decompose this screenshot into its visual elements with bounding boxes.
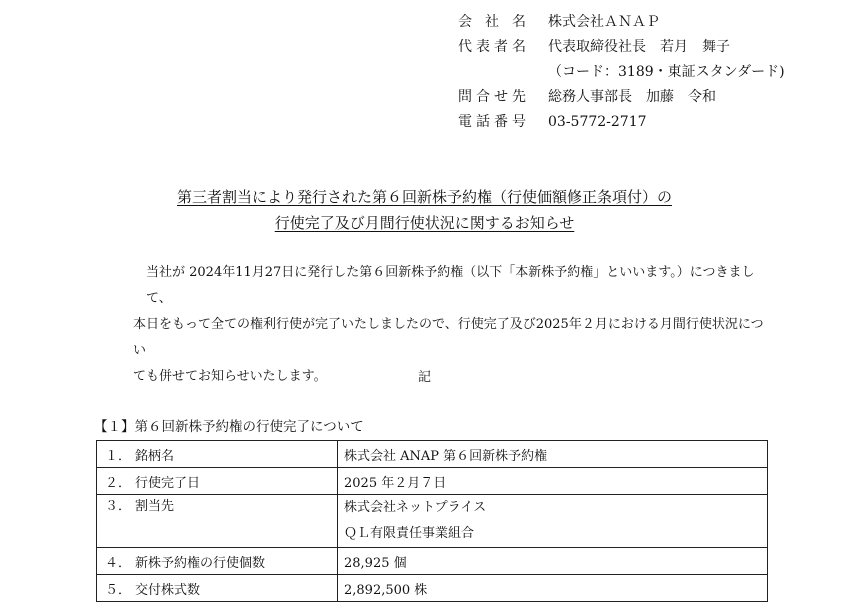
row-label: 行使完了日: [135, 475, 201, 491]
label-char: 代: [458, 39, 472, 55]
row-value: 株式会社ネットプライス: [344, 500, 487, 515]
label-char: 先: [512, 89, 526, 105]
company-name: 株式会社ＡＮＡＰ: [548, 14, 660, 30]
row-value: ＱＬ有限責任事業組合: [344, 526, 475, 541]
row-value: 2025 年２月７日: [338, 468, 768, 495]
row-value-stack: [338, 495, 768, 548]
body-line-1: 当社が 2024年11月27日に発行した第６回新株予約権（以下「本新株予約権」といいます。）につきまして、: [146, 265, 755, 306]
representative-name: 代表取締役社長 若月 舞子: [548, 39, 730, 55]
table-row: [97, 495, 768, 548]
label-char: 名: [512, 14, 526, 30]
section-heading: 【１】第６回新株予約権の行使完了について: [94, 419, 364, 435]
row-label: 交付株式数: [135, 582, 201, 598]
row-number: ２．: [105, 475, 132, 491]
label-char: 名: [512, 39, 526, 55]
row-label-cell: [97, 441, 338, 468]
label-char: 会: [458, 14, 472, 30]
label-char: 号: [512, 114, 526, 130]
row-number: １．: [105, 448, 132, 464]
body-line-2: 本日をもって全ての権利行使が完了いたしましたので、行使完了及び2025年２月における月間行使状況につい: [133, 317, 764, 358]
detail-table: [96, 440, 768, 602]
row-label: 新株予約権の行使個数: [135, 555, 266, 571]
title-line-1: 第三者割当により発行された第６回新株予約権（行使価額修正条項付）の: [176, 188, 672, 206]
phone-number: 03-5772-2717: [548, 114, 647, 130]
row-label: 割当先: [135, 499, 175, 514]
body-line-3: ても併せてお知らせいたします。: [133, 369, 327, 384]
label-char: 番: [494, 114, 508, 130]
info-label: [458, 110, 526, 135]
stock-code: （コード：3189・東証スタンダード): [548, 64, 785, 80]
row-number: ５．: [105, 582, 132, 598]
row-value: 28,925 個: [338, 548, 768, 575]
ki-marker: 記: [417, 370, 431, 385]
label-char: 表: [476, 39, 490, 55]
table-row: [97, 548, 768, 575]
label-char: せ: [494, 89, 508, 105]
label-char: 電: [458, 114, 472, 130]
contact-person: 総務人事部長 加藤 令和: [548, 89, 716, 105]
row-label-cell: [97, 575, 338, 602]
row-label-cell: [97, 468, 338, 495]
label-char: 話: [476, 114, 490, 130]
row-label-cell: [97, 548, 338, 575]
label-char: 合: [476, 89, 490, 105]
info-label: [458, 35, 526, 60]
row-label-cell: [97, 495, 338, 548]
label-char: 者: [494, 39, 508, 55]
row-label: 銘柄名: [135, 448, 175, 464]
info-label: [458, 85, 526, 110]
title-line-2: 行使完了及び月間行使状況に関するお知らせ: [274, 214, 575, 232]
info-label: [458, 10, 526, 35]
label-char: 問: [458, 89, 472, 105]
row-number: ４．: [105, 555, 132, 571]
row-value: 2,892,500 株: [338, 575, 768, 602]
label-char: 社: [485, 14, 499, 30]
row-value: 株式会社 ANAP 第６回新株予約権: [338, 441, 768, 468]
table-row: [97, 441, 768, 468]
row-number: ３．: [105, 499, 132, 514]
document-title: [0, 184, 849, 236]
table-row: [97, 468, 768, 495]
table-row: [97, 575, 768, 602]
